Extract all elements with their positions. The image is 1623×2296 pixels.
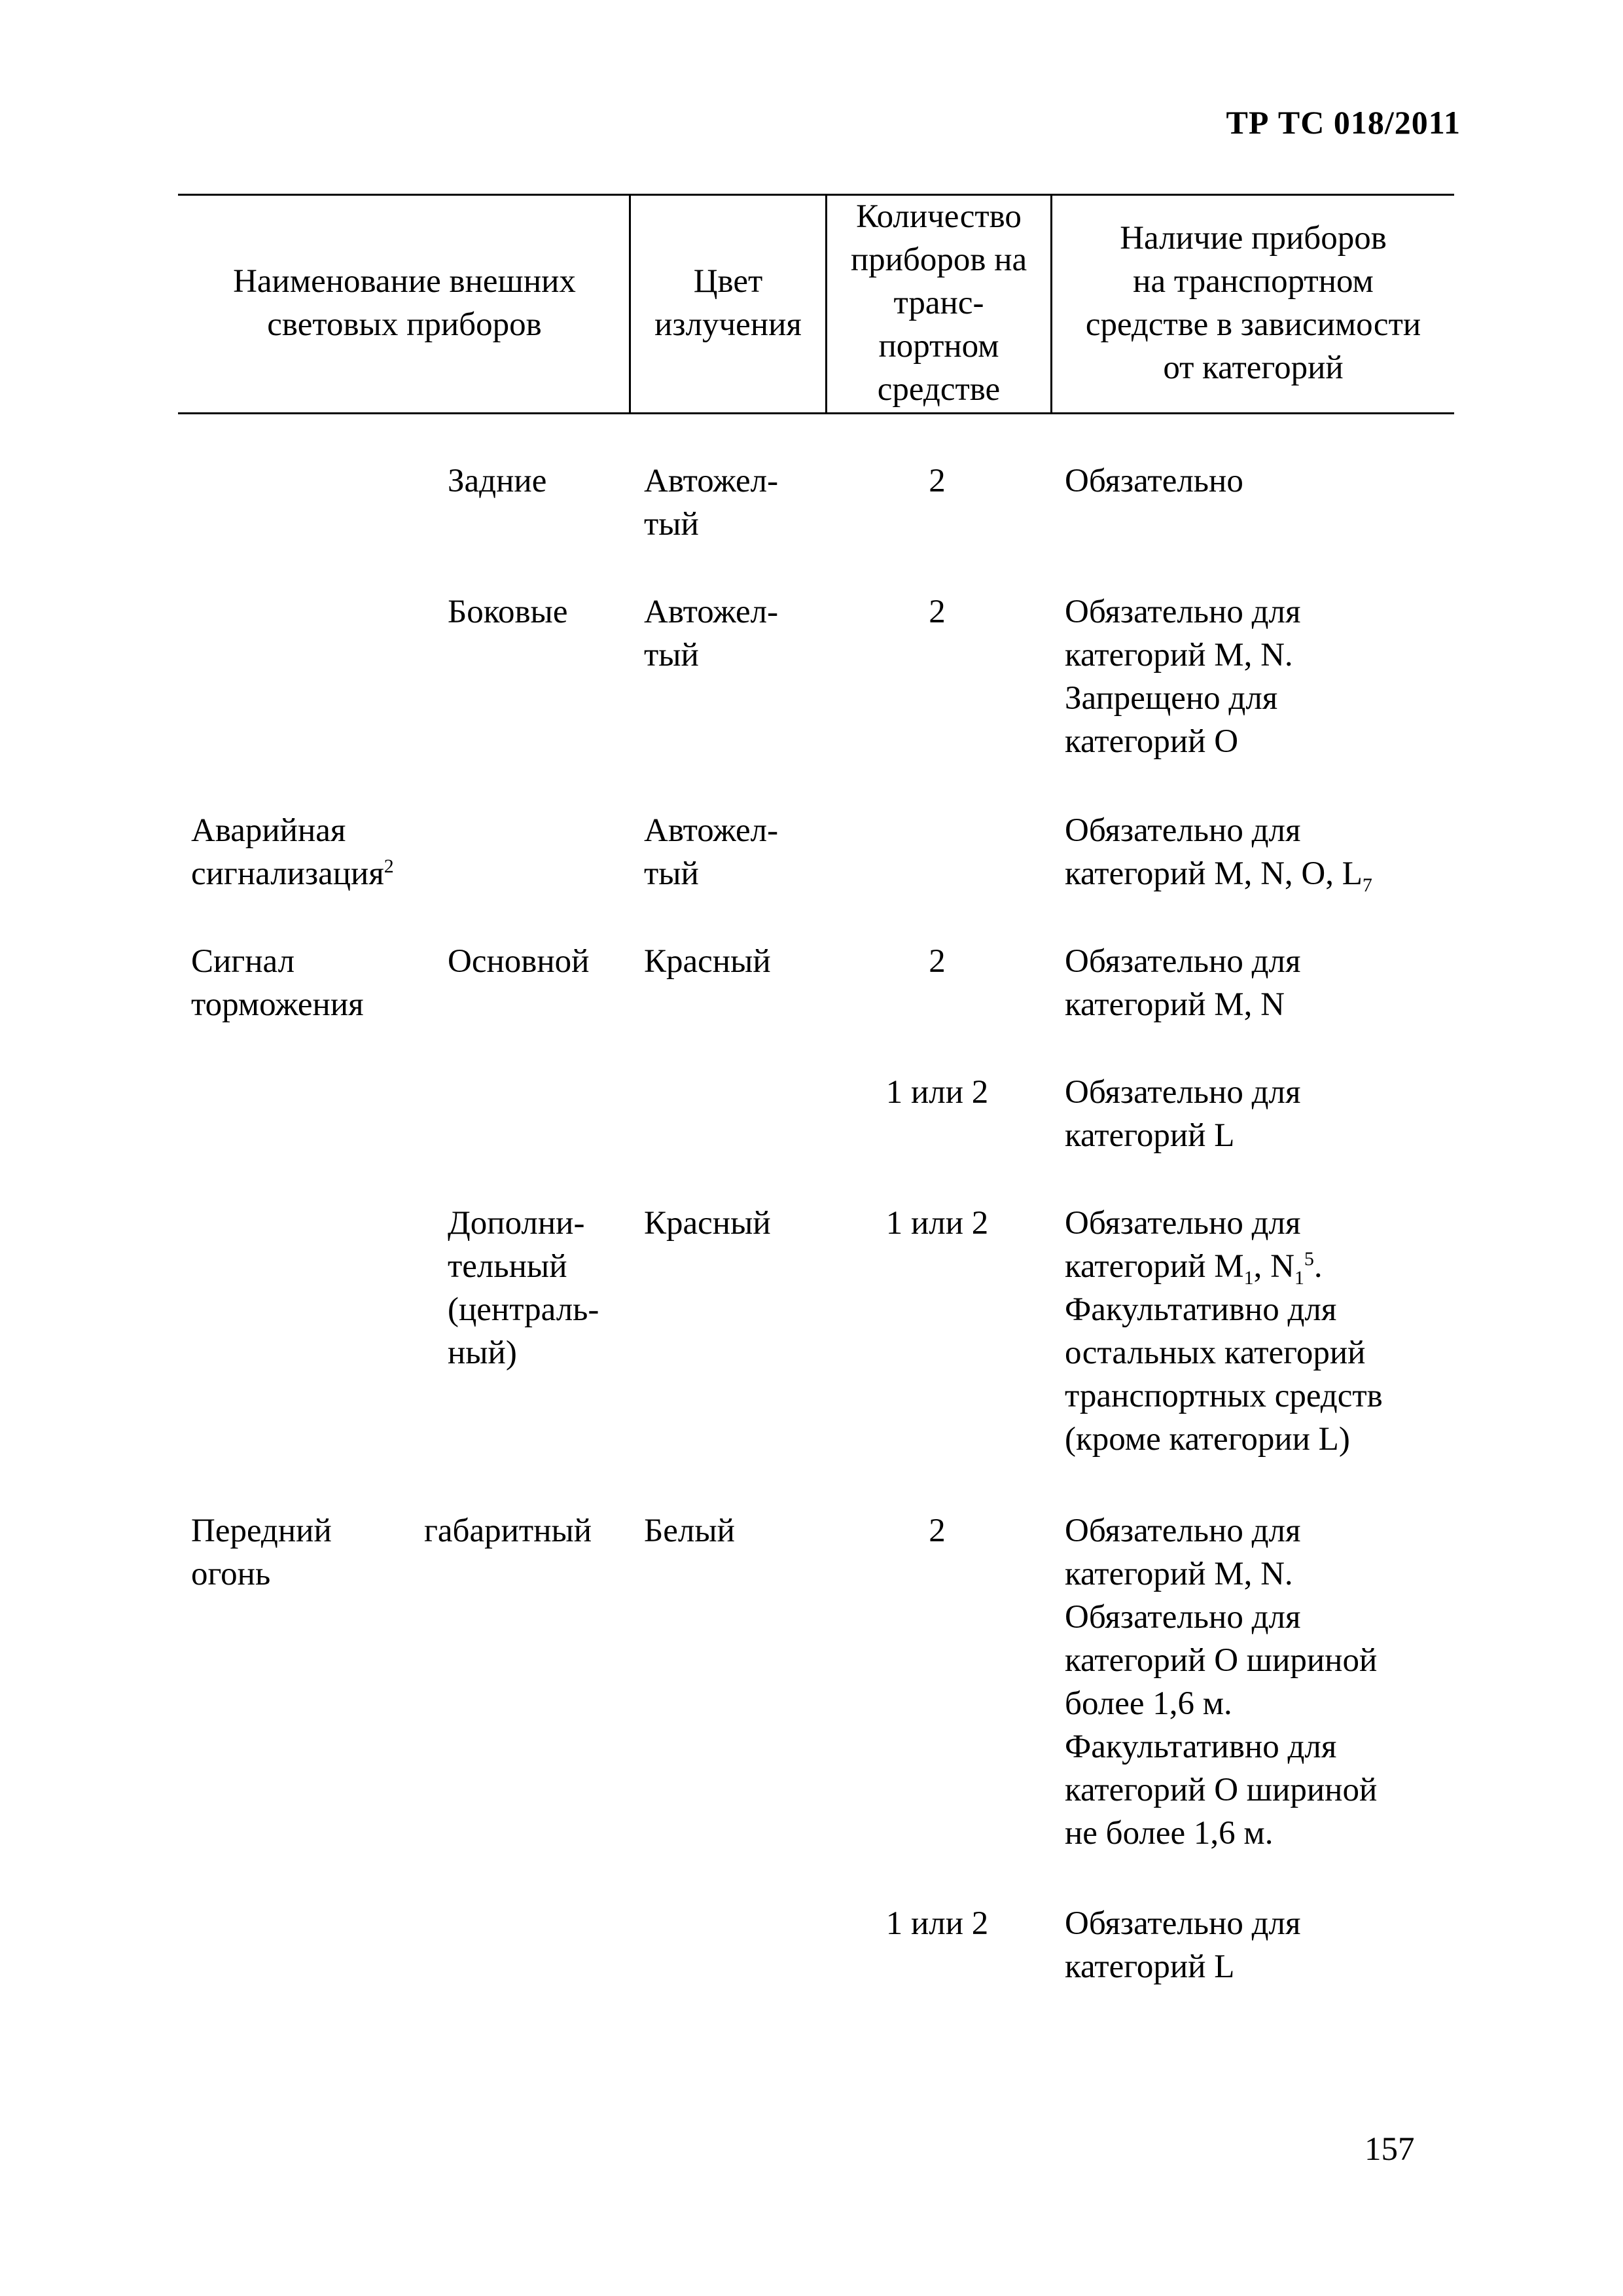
cell-line: Факультативно для	[1065, 1729, 1337, 1765]
cell-line: тый	[644, 855, 699, 892]
cell-line: (кроме категории L)	[1065, 1421, 1350, 1458]
header-line: портном	[878, 328, 999, 365]
header-line: излучения	[654, 306, 802, 343]
cell-line: категорий L	[1065, 1117, 1235, 1154]
cell-line: тый	[644, 506, 699, 543]
cell-line: ный)	[448, 1335, 517, 1371]
cell-line: Обязательно для	[1065, 594, 1301, 630]
document-code: ТР ТС 018/2011	[1226, 104, 1461, 141]
cell-line: Сигнал	[191, 943, 295, 980]
header-line: средстве в зависимости	[1085, 306, 1421, 343]
footnote-ref: 5	[1304, 1248, 1314, 1270]
cell-line: Обязательно для	[1065, 943, 1301, 980]
cell-line: Дополни-	[448, 1205, 585, 1242]
presence-requirement	[1065, 1509, 1377, 1855]
device-type: габаритный	[424, 1513, 592, 1549]
header-line: приборов на	[850, 242, 1027, 278]
cell-line: Обязательно для	[1065, 812, 1301, 849]
cell-line	[1065, 1245, 1383, 1288]
cell-line: торможения	[191, 986, 364, 1023]
cell-text: .	[1313, 1248, 1323, 1285]
cell-line	[1065, 852, 1372, 895]
header-line: световых приборов	[267, 306, 542, 343]
cell-text: категорий M	[1065, 1248, 1244, 1285]
device-name	[191, 940, 364, 1026]
device-count: 2	[929, 1513, 946, 1549]
device-count: 1 или 2	[885, 1205, 989, 1242]
emission-color	[644, 809, 778, 895]
emission-color	[644, 590, 778, 677]
cell-text: категорий M, N, O, L	[1065, 855, 1363, 892]
page-number: 157	[1364, 2131, 1415, 2168]
device-type: Задние	[448, 463, 547, 499]
cell-line: Обязательно для	[1065, 1513, 1301, 1549]
presence-requirement	[1065, 809, 1372, 895]
cell-line: категорий M, N.	[1065, 1556, 1293, 1592]
cell-line: Аварийная	[191, 812, 346, 849]
cell-line	[191, 852, 394, 895]
cell-line: Обязательно для	[1065, 1074, 1301, 1111]
device-type: Основной	[448, 943, 590, 980]
presence-requirement	[1065, 1071, 1300, 1157]
header-line: от категорий	[1163, 350, 1344, 386]
cell-line: Красный	[644, 943, 771, 980]
cell-line: Автожел-	[644, 594, 779, 630]
device-type	[448, 1202, 599, 1374]
presence-requirement	[1065, 1202, 1383, 1461]
presence-requirement	[1065, 1902, 1300, 1988]
device-count: 1 или 2	[885, 1074, 989, 1111]
cell-line: Обязательно	[1065, 463, 1243, 499]
cell-line: (централь-	[448, 1291, 599, 1328]
device-name	[191, 809, 394, 895]
cell-line: более 1,6 м.	[1065, 1685, 1232, 1722]
device-name	[191, 1509, 332, 1596]
cell-text: сигнализация	[191, 855, 384, 892]
presence-requirement	[1065, 940, 1300, 1026]
cell-line: категорий O	[1065, 723, 1239, 760]
cell-line: огонь	[191, 1556, 271, 1592]
cell-line: Запрещено для	[1065, 680, 1278, 717]
header-line: Наименование внешних	[233, 263, 576, 300]
device-count: 2	[929, 943, 946, 980]
cell-line: категорий M, N.	[1065, 637, 1293, 673]
emission-color	[644, 940, 771, 983]
header-line: Цвет	[693, 263, 763, 300]
emission-color	[644, 459, 778, 546]
device-count: 1 или 2	[885, 1905, 989, 1942]
cell-text: , N	[1253, 1248, 1294, 1285]
cell-line: Белый	[644, 1513, 735, 1549]
column-header-color	[631, 194, 825, 412]
cell-line: категорий O шириной	[1065, 1642, 1378, 1679]
cell-line: Обязательно для	[1065, 1205, 1301, 1242]
header-line: на транспортном	[1133, 263, 1374, 300]
device-count: 2	[929, 594, 946, 630]
emission-color	[644, 1202, 771, 1245]
cell-line: Красный	[644, 1205, 771, 1242]
cell-line: Автожел-	[644, 812, 779, 849]
column-header-name	[180, 194, 629, 412]
cell-line: Обязательно для	[1065, 1599, 1301, 1636]
cell-line: категорий O шириной	[1065, 1772, 1378, 1808]
column-header-count	[827, 194, 1050, 412]
cell-line: тый	[644, 637, 699, 673]
cell-line: категорий M, N	[1065, 986, 1285, 1023]
cell-line: Обязательно для	[1065, 1905, 1301, 1942]
subscript: 1	[1243, 1267, 1254, 1289]
cell-line: тельный	[448, 1248, 567, 1285]
table-header-rule	[178, 412, 1454, 414]
cell-line: Передний	[191, 1513, 332, 1549]
footnote-ref: 2	[383, 855, 394, 877]
column-header-presence	[1052, 194, 1454, 412]
cell-line: не более 1,6 м.	[1065, 1815, 1274, 1852]
header-line: средстве	[877, 371, 1001, 408]
subscript: 7	[1362, 874, 1372, 897]
presence-requirement	[1065, 459, 1243, 503]
header-line: Наличие приборов	[1120, 220, 1387, 257]
device-type: Боковые	[448, 594, 568, 630]
header-line: Количество	[856, 198, 1022, 235]
cell-line: Автожел-	[644, 463, 779, 499]
cell-line: остальных категорий	[1065, 1335, 1366, 1371]
presence-requirement	[1065, 590, 1300, 763]
header-line: транс-	[893, 285, 984, 321]
cell-line: категорий L	[1065, 1948, 1235, 1985]
subscript: 1	[1294, 1267, 1304, 1289]
emission-color	[644, 1509, 735, 1552]
device-count: 2	[929, 463, 946, 499]
cell-line: Факультативно для	[1065, 1291, 1337, 1328]
cell-line: транспортных средств	[1065, 1378, 1383, 1414]
